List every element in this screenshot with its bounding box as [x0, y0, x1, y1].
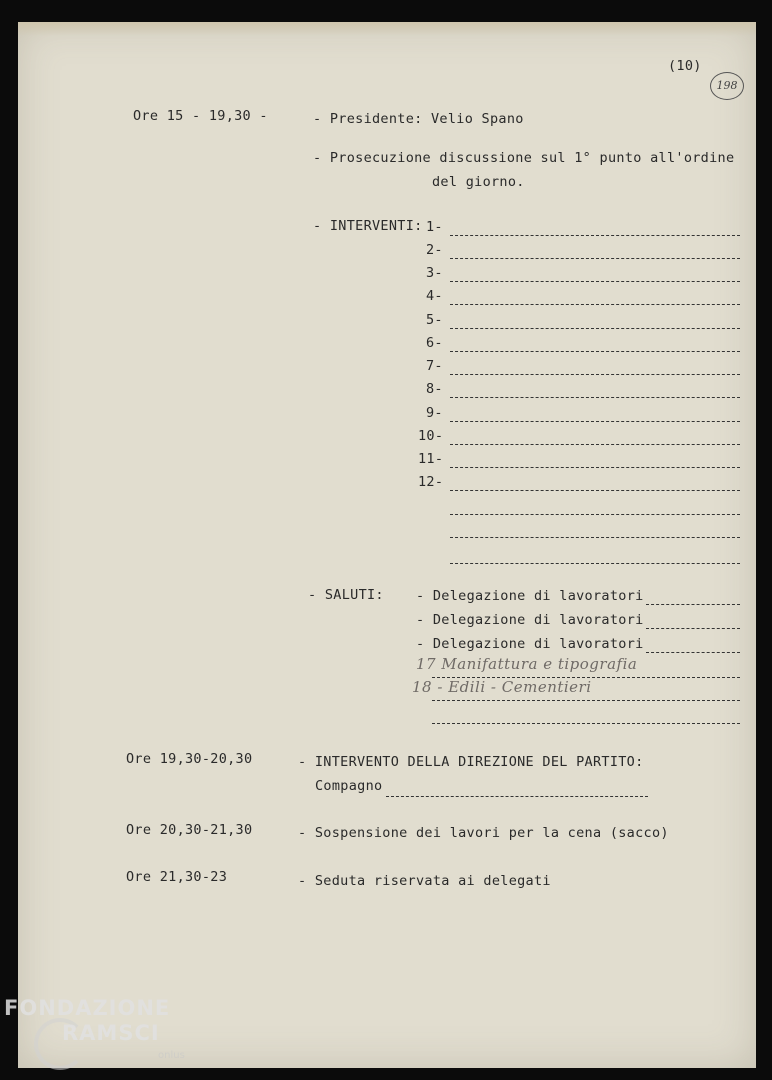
saluti-item: - Delegazione di lavoratori: [416, 612, 644, 628]
intervento-number: 9-: [426, 405, 443, 421]
blank-line: [432, 700, 740, 701]
intervento-number: 2-: [426, 242, 443, 258]
saluti-item: - Delegazione di lavoratori: [416, 636, 644, 652]
intervento-number: 3-: [426, 265, 443, 281]
blank-line: [450, 374, 740, 375]
blank-line: [450, 328, 740, 329]
continuation-line-2: del giorno.: [432, 174, 525, 190]
archive-stamp-number: 198: [710, 72, 744, 100]
blank-line: [450, 537, 740, 538]
handwritten-note: 17 Manifattura e tipografia: [416, 655, 638, 673]
time-slot-1: Ore 15 - 19,30 -: [133, 108, 268, 124]
blank-line: [386, 796, 648, 797]
handwritten-note: 18 - Edili - Cementieri: [412, 678, 592, 696]
blank-line: [450, 421, 740, 422]
intervento-number: 8-: [426, 381, 443, 397]
blank-line: [432, 723, 740, 724]
watermark-line-1: FONDAZIONE: [4, 996, 171, 1020]
blank-line: [450, 351, 740, 352]
document-page: [18, 22, 756, 1068]
saluti-item: - Delegazione di lavoratori: [416, 588, 644, 604]
blank-line: [450, 514, 740, 515]
continuation-line: - Prosecuzione discussione sul 1° punto all'ordine: [313, 150, 735, 166]
saluti-label: - SALUTI:: [308, 587, 384, 603]
intervento-number: 4-: [426, 288, 443, 304]
intervento-number: 11-: [418, 451, 444, 467]
intervento-number: 12-: [418, 474, 444, 490]
dinner-break-line: - Sospensione dei lavori per la cena (sacco): [298, 825, 669, 841]
compagno-label: Compagno: [315, 778, 383, 794]
president-line: - Presidente: Velio Spano: [313, 111, 524, 127]
time-slot-3: Ore 20,30-21,30: [126, 822, 253, 838]
page-number: (10): [668, 58, 702, 74]
blank-line: [450, 281, 740, 282]
blank-line: [450, 444, 740, 445]
blank-line: [450, 258, 740, 259]
time-slot-4: Ore 21,30-23: [126, 869, 228, 885]
blank-line: [450, 563, 740, 564]
interventi-label: - INTERVENTI:: [313, 218, 423, 234]
blank-line: [450, 397, 740, 398]
blank-line: [450, 490, 740, 491]
blank-line: [646, 628, 740, 629]
blank-line: [646, 604, 740, 605]
direzione-title: - INTERVENTO DELLA DIREZIONE DEL PARTITO:: [298, 754, 644, 770]
time-slot-2: Ore 19,30-20,30: [126, 751, 253, 767]
intervento-number: 5-: [426, 312, 443, 328]
reserved-session-line: - Seduta riservata ai delegati: [298, 873, 551, 889]
blank-line: [432, 677, 740, 678]
blank-line: [450, 467, 740, 468]
intervento-number: 10-: [418, 428, 444, 444]
blank-line: [450, 304, 740, 305]
intervento-number: 1-: [426, 219, 443, 235]
blank-line: [646, 652, 740, 653]
intervento-number: 6-: [426, 335, 443, 351]
watermark-line-3: onlus: [158, 1050, 185, 1061]
blank-line: [450, 235, 740, 236]
watermark-line-2: RAMSCI: [62, 1021, 160, 1045]
intervento-number: 7-: [426, 358, 443, 374]
